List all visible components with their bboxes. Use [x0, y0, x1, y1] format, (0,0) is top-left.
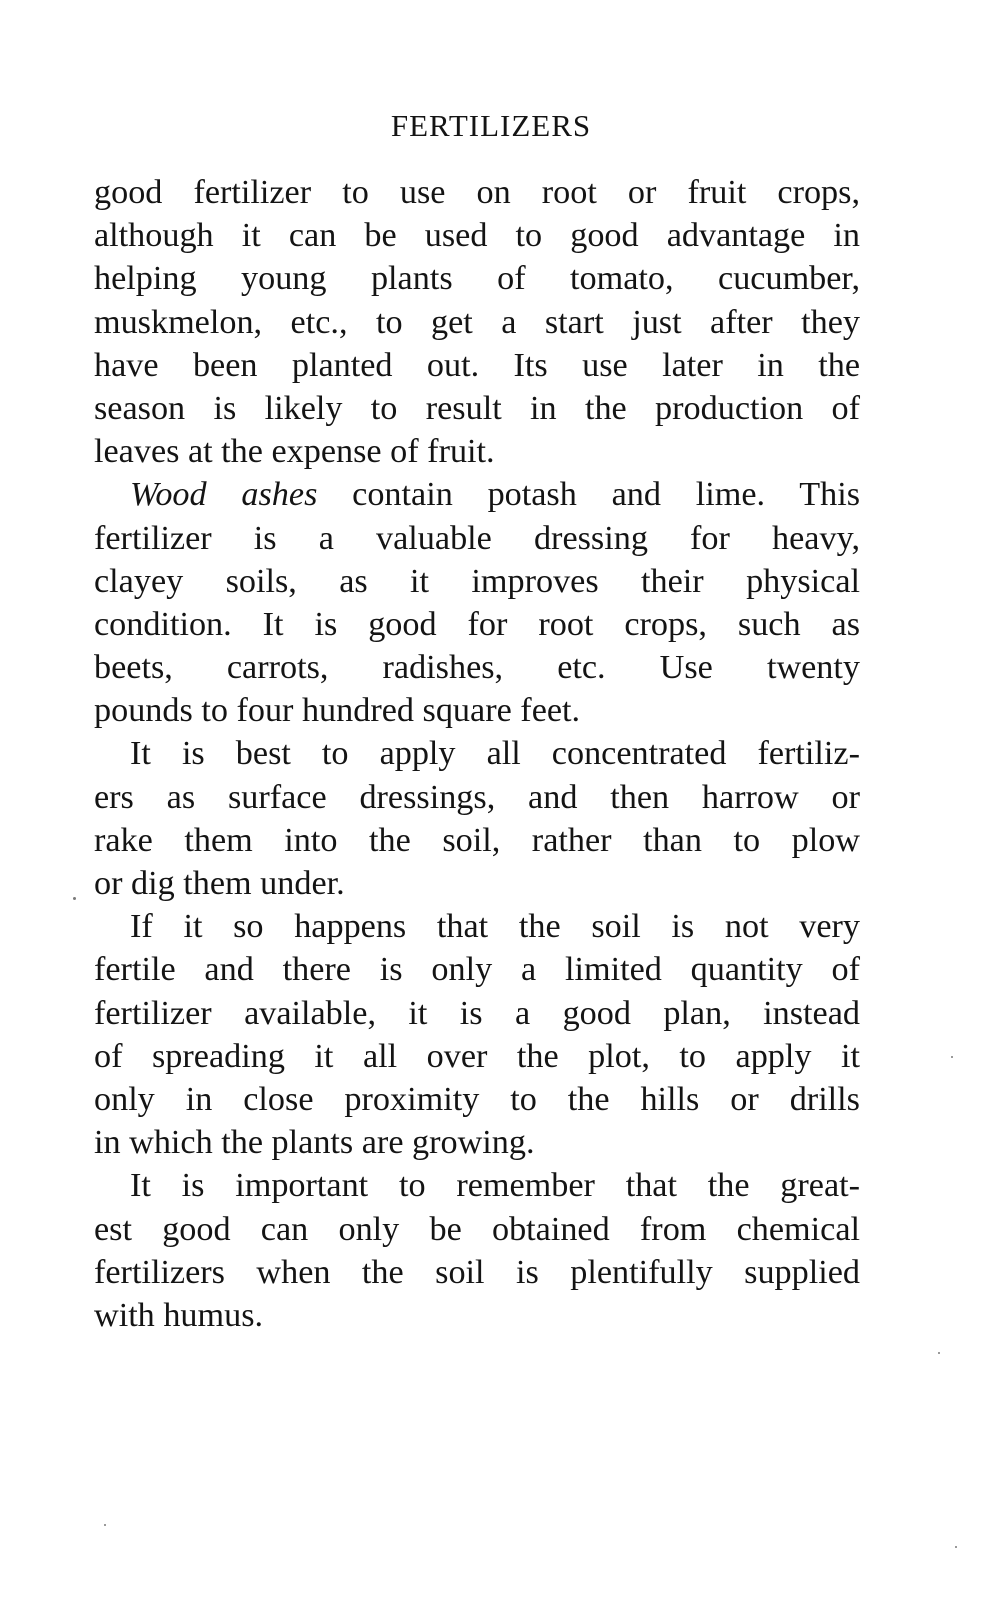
- body-text: [94, 171, 860, 1337]
- text-line: It is best to apply all concentrated fertiliz-: [130, 735, 860, 773]
- paragraph-3: [94, 732, 860, 905]
- paragraph-2: [94, 473, 860, 732]
- text-line: although it can be used to good advantage in: [94, 217, 860, 255]
- text-line: good fertilizer to use on root or fruit crops,: [94, 174, 860, 211]
- text-line: of spreading it all over the plot, to apply it: [94, 1037, 860, 1075]
- text-line: condition. It is good for root crops, such as: [94, 605, 860, 643]
- scan-speck: [73, 897, 76, 900]
- scan-speck: [951, 1056, 953, 1058]
- scan-speck: [955, 1546, 957, 1548]
- text-line: If it so happens that the soil is not very: [130, 908, 860, 946]
- text-line: [94, 473, 860, 516]
- paragraph-4: [94, 905, 860, 1164]
- running-head: FERTILIZERS: [390, 108, 592, 143]
- text-line: clayey soils, as it improves their physical: [94, 562, 860, 600]
- scan-speck: [938, 1352, 940, 1354]
- text-line: est good can only be obtained from chemical: [94, 1210, 860, 1248]
- text-line: fertilizer is a valuable dressing for heavy,: [94, 519, 860, 557]
- text-line: leaves at the expense of fruit.: [94, 433, 495, 471]
- scan-speck: [104, 1524, 106, 1526]
- text-line: It is important to remember that the great-: [130, 1167, 860, 1205]
- text-line: muskmelon, etc., to get a start just after they: [94, 303, 860, 341]
- text-line: ers as surface dressings, and then harrow or: [94, 778, 860, 816]
- text-line: with humus.: [94, 1296, 264, 1334]
- text-line: helping young plants of tomato, cucumber,: [94, 260, 860, 298]
- text-line: fertilizer available, it is a good plan, instead: [94, 994, 860, 1032]
- text-line: fertilizers when the soil is plentifully supplied: [94, 1253, 860, 1291]
- text-line: fertile and there is only a limited quantity of: [94, 951, 860, 989]
- emphasis-term: Wood ashes: [130, 476, 318, 514]
- paragraph-5: [94, 1164, 860, 1337]
- text-line: only in close proximity to the hills or drills: [94, 1080, 860, 1118]
- text-line: in which the plants are growing.: [94, 1124, 535, 1162]
- text-line: rake them into the soil, rather than to plow: [94, 821, 860, 859]
- text-line: season is likely to result in the production of: [94, 389, 860, 427]
- text-line: beets, carrots, radishes, etc. Use twenty: [94, 649, 860, 687]
- paragraph-1: [94, 171, 860, 473]
- text-line: or dig them under.: [94, 865, 345, 902]
- text-line: pounds to four hundred square feet.: [94, 692, 581, 730]
- text-run: contain potash and lime. This: [317, 476, 860, 514]
- text-line: have been planted out. Its use later in the: [94, 346, 860, 384]
